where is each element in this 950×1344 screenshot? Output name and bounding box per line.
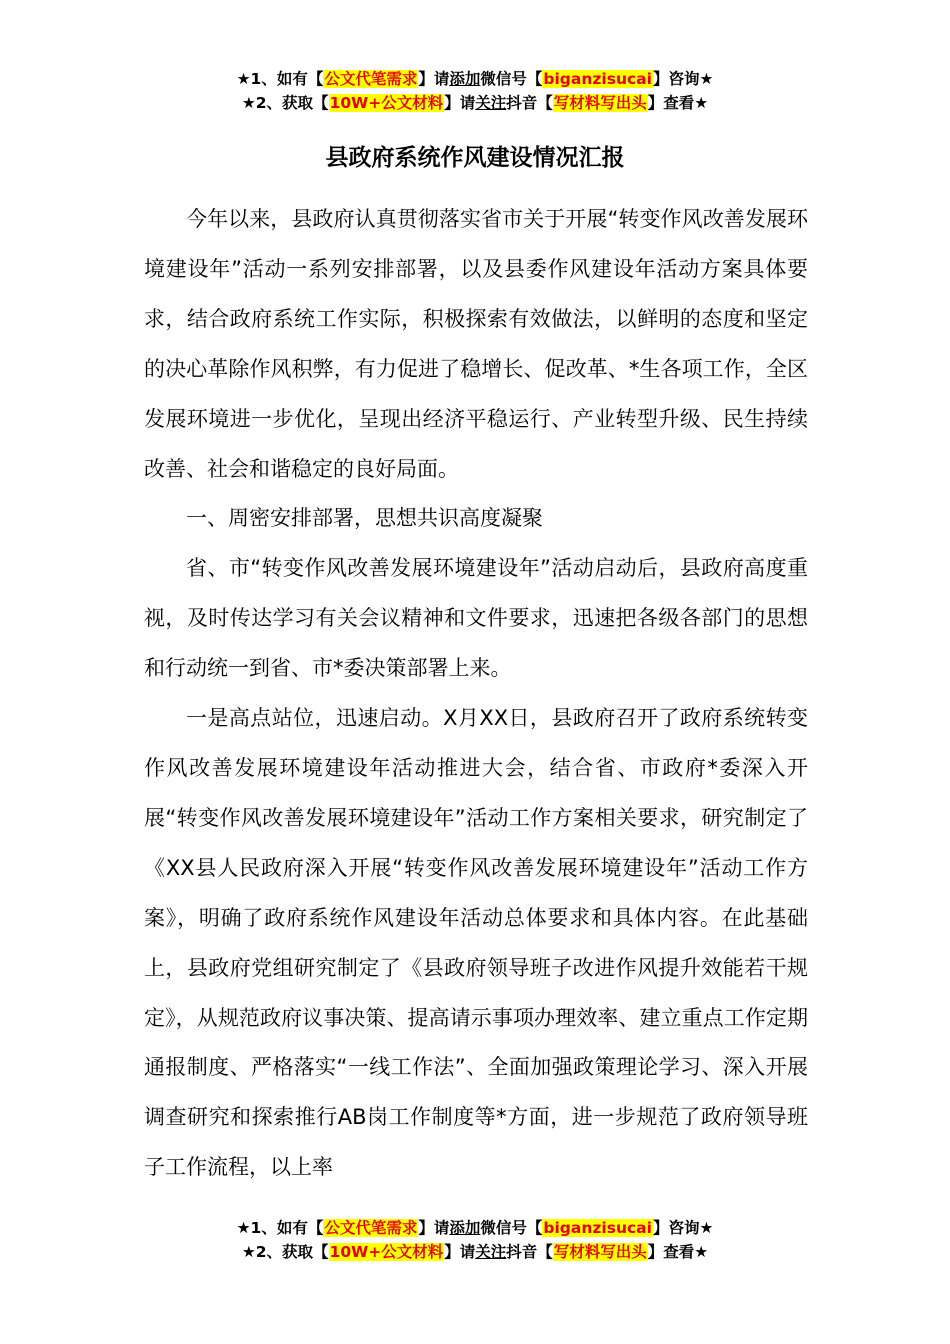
promo-text: 】咨询★ <box>652 1219 714 1237</box>
promo-text: 】请 <box>418 70 450 88</box>
promo-line-2 <box>0 1240 950 1264</box>
promo-text: ★2、获取【 <box>241 94 329 112</box>
promo-highlight: 公文代笔需求 <box>324 70 418 88</box>
promo-text: 】请 <box>418 1219 450 1237</box>
promo-text: 抖音【 <box>506 94 553 112</box>
promo-text: 】请 <box>444 94 476 112</box>
promo-text: ★1、如有【 <box>236 1219 324 1237</box>
intro-paragraph: 今年以来，县政府认真贯彻落实省市关于开展“转变作风改善发展环境建设年”活动一系列安排部署，以及县委作风建设年活动方案具体要求，结合政府系统工作实际，积极探索有效做法，以鲜明的态度和坚定的决心革除作风积弊，有力促进了稳增长、促改革、*生各项工作，全区发展环境进一步优化，呈现出经济平稳运行、产业转型升级、民生持续改善、社会和谐稳定的良好局面。 <box>144 207 808 481</box>
promo-highlight: 公文代笔需求 <box>324 1219 418 1237</box>
promo-highlight: 10W+公文材料 <box>329 94 444 112</box>
promo-underlined-text: 关注 <box>475 94 507 112</box>
promo-banner-top <box>0 67 950 115</box>
promo-text: ★2、获取【 <box>241 1243 329 1261</box>
promo-text: 抖音【 <box>506 1243 553 1261</box>
promo-text: 】查看★ <box>647 1243 709 1261</box>
body-paragraph: 一是高点站位，迅速启动。X月XX日，县政府召开了政府系统转变作风改善发展环境建设年活动推进大会，结合省、市政府*委深入开展“转变作风改善发展环境建设年”活动工作方案相关要求，研究制定了《XX县人民政府深入开展“转变作风改善发展环境建设年”活动工作方案》，明确了政府系统作风建设年活动总体要求和具体内容。在此基础上，县政府党组研究制定了《县政府领导班子改进作风提升效能若干规定》，从规范政府议事决策、提高请示事项办理效率、建立重点工作定期通报制度、严格落实“一线工作法”、全面加强政策理论学习、深入开展调查研究和探索推行AB岗工作制度等*方面，进一步规范了政府领导班子工作流程，以上率 <box>144 706 808 1180</box>
promo-underlined-text: 添加 <box>449 70 481 88</box>
promo-underlined-text: 关注 <box>475 1243 507 1261</box>
body-paragraph: 省、市“转变作风改善发展环境建设年”活动启动后，县政府高度重视，及时传达学习有关会议精神和文件要求，迅速把各级各部门的思想和行动统一到省、市*委决策部署上来。 <box>144 556 808 681</box>
promo-douyin-id: 写材料写出头 <box>553 94 647 112</box>
promo-text: ★1、如有【 <box>236 70 324 88</box>
promo-wechat-id: biganzisucai <box>543 1219 652 1237</box>
promo-text: 】请 <box>444 1243 476 1261</box>
promo-banner-bottom <box>0 1216 950 1264</box>
promo-text: 微信号【 <box>480 1219 543 1237</box>
promo-line-1 <box>0 1216 950 1240</box>
promo-text: 】查看★ <box>647 94 709 112</box>
promo-underlined-text: 添加 <box>449 1219 481 1237</box>
promo-text: 微信号【 <box>480 70 543 88</box>
document-title: 县政府系统作风建设情况汇报 <box>325 145 625 171</box>
section-heading: 一、周密安排部署，思想共识高度凝聚 <box>186 506 543 531</box>
promo-douyin-id: 写材料写出头 <box>553 1243 647 1261</box>
promo-line-2 <box>0 91 950 115</box>
promo-wechat-id: biganzisucai <box>543 70 652 88</box>
promo-text: 】咨询★ <box>652 70 714 88</box>
promo-highlight: 10W+公文材料 <box>329 1243 444 1261</box>
promo-line-1 <box>0 67 950 91</box>
document-body <box>144 195 808 1193</box>
